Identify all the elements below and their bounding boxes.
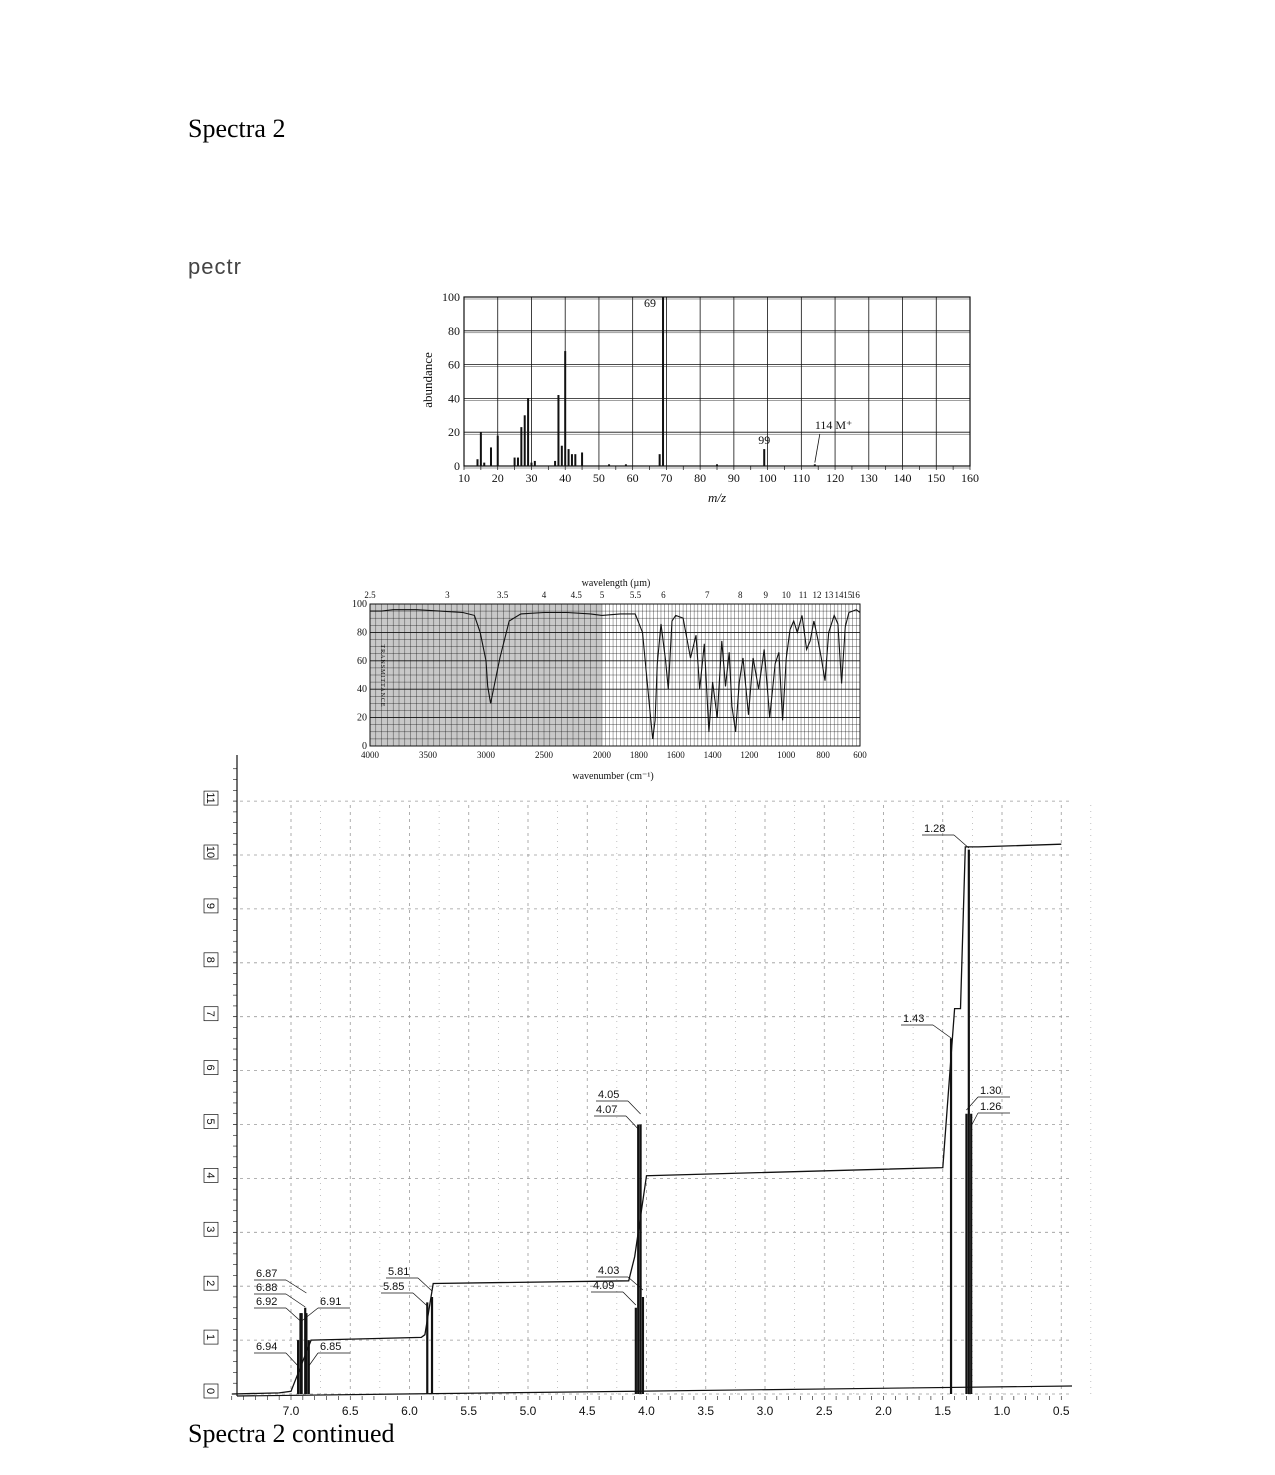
ms-x-tick-label: 20 — [491, 471, 504, 485]
ir-wavelength-tick-label: 8 — [737, 590, 743, 600]
ir-wavelength-tick-label: 7 — [705, 590, 710, 600]
ms-y-tick-label: 40 — [448, 391, 460, 406]
ms-x-tick-label: 100 — [758, 471, 777, 485]
nmr-x-tick-label: 5.0 — [519, 1404, 537, 1418]
ms-x-tick-label: 60 — [626, 471, 639, 485]
nmr-x-tick-label: 7.0 — [282, 1404, 300, 1418]
nmr-x-tick-label: 5.5 — [460, 1404, 478, 1418]
ir-y-tick-label: 40 — [357, 684, 367, 696]
nmr-peak-label: 4.05 — [598, 1089, 620, 1101]
nmr-peak-label: 1.28 — [924, 823, 946, 835]
ms-x-tick-label: 140 — [893, 471, 912, 485]
cropped-scan-text: pectr — [188, 254, 242, 279]
ir-wavenumber-tick-label: 3500 — [419, 750, 437, 760]
nmr-peak-label: 5.81 — [388, 1266, 410, 1278]
ms-x-tick-label: 160 — [961, 471, 979, 485]
nmr-y-tick-label: 11 — [204, 792, 216, 804]
nmr-y-tick-label: 0 — [204, 1387, 216, 1395]
nmr-peak-label: 6.87 — [256, 1268, 278, 1280]
nmr-y-tick-label: 4 — [204, 1172, 216, 1179]
nmr-peaks — [298, 850, 971, 1394]
nmr-y-tick-label: 8 — [204, 956, 216, 963]
ir-y-tick-label: 100 — [352, 599, 367, 610]
ms-y-tick-label: 100 — [442, 290, 460, 304]
ms-x-tick-label: 40 — [559, 471, 572, 485]
ms-x-tick-label: 90 — [727, 471, 740, 485]
ms-x-tick-label: 110 — [792, 471, 811, 485]
ms-x-tick-label: 50 — [592, 471, 605, 485]
ir-wavelength-tick-label: 5 — [599, 590, 605, 600]
ms-y-tick-label: 0 — [454, 459, 460, 473]
nmr-peak-label: 5.85 — [383, 1281, 405, 1293]
ms-annotation-99: 99 — [758, 433, 771, 448]
ir-top-axis-label: wavelength (µm) — [581, 578, 651, 589]
nmr-label-leader — [954, 835, 969, 848]
nmr-label-leader — [933, 1025, 951, 1038]
nmr-grid — [232, 755, 1091, 1400]
ms-x-axis-label: m/z — [707, 490, 727, 505]
nmr-x-tick-label: 4.0 — [638, 1404, 655, 1418]
nmr-label-leader — [286, 1308, 300, 1321]
nmr-label-leader — [309, 1353, 318, 1366]
ms-x-tick-label: 150 — [927, 471, 946, 485]
nmr-peak-labels — [254, 823, 1010, 1366]
page-footer: Spectra 2 continued — [188, 1419, 395, 1448]
ir-wavelength-tick-label: 4.5 — [570, 590, 582, 600]
ir-wavelength-tick-label: 10 — [781, 590, 791, 600]
nmr-peak-label: 6.94 — [256, 1341, 278, 1353]
ir-wavenumber-tick-label: 2000 — [593, 750, 611, 760]
ir-y-tick-label: 0 — [362, 741, 367, 752]
ir-wavelength-tick-label: 5.5 — [629, 590, 642, 600]
nmr-x-tick-label: 2.5 — [815, 1404, 833, 1418]
nmr-label-leader — [302, 1308, 318, 1321]
ir-wavenumber-tick-label: 1200 — [740, 750, 759, 760]
nmr-y-tick-label: 10 — [204, 845, 216, 859]
nmr-x-tick-label: 4.5 — [578, 1404, 596, 1418]
ir-y-tick-label: 80 — [357, 627, 367, 639]
page-title: Spectra 2 — [188, 114, 286, 143]
nmr-peak-label: 6.91 — [320, 1296, 342, 1308]
nmr-peak-label: 6.85 — [320, 1341, 342, 1353]
ir-wavenumber-tick-label: 2500 — [535, 750, 553, 760]
ir-wavenumber-tick-label: 1400 — [703, 750, 722, 760]
ms-x-tick-label: 130 — [859, 471, 878, 485]
ir-x-axis-label: wavenumber (cm⁻¹) — [572, 771, 654, 782]
ms-x-tick-label: 120 — [826, 471, 845, 485]
nmr-y-tick-label: 2 — [204, 1280, 216, 1287]
ir-wavelength-tick-label: 6 — [661, 590, 666, 600]
nmr-y-tick-label: 6 — [204, 1064, 216, 1071]
ir-wavenumber-tick-label: 3000 — [477, 750, 495, 760]
ir-wavelength-tick-label: 9 — [763, 590, 769, 600]
nmr-peak-label: 4.07 — [596, 1104, 618, 1116]
nmr-peak-label: 4.09 — [593, 1280, 615, 1292]
ir-y-axis-label: TRANSMITTANCE — [379, 644, 385, 708]
ms-x-tick-label: 70 — [660, 471, 673, 485]
nmr-peak-label: 1.30 — [980, 1085, 1002, 1097]
nmr-y-tick-label: 1 — [204, 1334, 216, 1341]
nmr-y-tick-label: 3 — [204, 1226, 216, 1233]
nmr-x-tick-label: 3.0 — [756, 1404, 774, 1418]
ir-wavenumber-tick-label: 1600 — [666, 750, 685, 760]
ir-wavelength-tick-label: 16 — [850, 590, 860, 600]
ir-wavelength-tick-label: 4 — [541, 590, 547, 600]
ir-y-tick-label: 20 — [357, 712, 367, 724]
ir-wavelength-tick-label: 2.5 — [364, 590, 376, 600]
ir-wavenumber-tick-label: 1000 — [777, 750, 796, 760]
nmr-label-leader — [413, 1293, 427, 1306]
ir-wavenumber-tick-label: 1800 — [629, 750, 648, 760]
nmr-ticks — [204, 791, 1070, 1418]
nmr-y-tick-label: 5 — [204, 1118, 216, 1125]
nmr-peak-label: 6.92 — [256, 1296, 278, 1308]
ms-y-tick-label: 80 — [448, 323, 460, 338]
nmr-peak-label: 1.26 — [980, 1101, 1002, 1113]
nmr-label-leader — [286, 1294, 305, 1307]
nmr-x-tick-label: 6.5 — [341, 1404, 359, 1418]
ms-y-axis-label: abundance — [420, 352, 435, 408]
ir-wavelength-tick-label: 15 — [843, 590, 853, 600]
nmr-x-tick-label: 0.5 — [1052, 1404, 1070, 1418]
nmr-baseline — [237, 1386, 1072, 1396]
nmr-label-leader — [623, 1292, 636, 1305]
nmr-peak-label: 6.88 — [256, 1282, 278, 1294]
nmr-x-tick-label: 1.0 — [993, 1404, 1011, 1418]
nmr-x-tick-label: 6.0 — [401, 1404, 418, 1418]
ms-y-tick-label: 60 — [448, 357, 460, 372]
ir-wavelength-tick-label: 13 — [824, 590, 834, 600]
nmr-x-tick-label: 1.5 — [934, 1404, 952, 1418]
ir-y-tick-label: 60 — [357, 655, 367, 667]
ms-x-tick-label: 10 — [458, 471, 470, 485]
nmr-label-leader — [418, 1278, 432, 1291]
nmr-peak-label: 4.03 — [598, 1265, 620, 1277]
ms-annotation-69: 69 — [644, 296, 657, 311]
nmr-label-leader — [628, 1101, 641, 1114]
nmr-x-tick-label: 2.0 — [875, 1404, 892, 1418]
ms-x-tick-label: 30 — [525, 471, 538, 485]
ir-wavenumber-tick-label: 800 — [816, 750, 830, 760]
ir-wavelength-tick-label: 3.5 — [496, 590, 509, 600]
ms-y-tick-label: 20 — [448, 425, 460, 440]
nmr-peak-label: 1.43 — [903, 1013, 925, 1025]
nmr-x-tick-label: 3.5 — [697, 1404, 715, 1418]
ir-wavelength-tick-label: 12 — [812, 590, 822, 600]
ir-wavenumber-tick-label: 600 — [853, 750, 867, 760]
ms-x-tick-label: 80 — [694, 471, 707, 485]
ms-annotation-molecular-ion: 114 M⁺ — [814, 417, 853, 432]
ir-wavelength-tick-label: 11 — [798, 590, 808, 600]
ir-wavenumber-tick-label: 4000 — [361, 750, 379, 760]
nmr-y-tick-label: 7 — [204, 1010, 216, 1017]
nmr-label-leader — [626, 1116, 638, 1129]
ir-wavelength-tick-label: 3 — [445, 590, 450, 600]
ir-wavelength-tick-label: 14 — [834, 590, 844, 600]
nmr-y-tick-label: 9 — [204, 902, 216, 909]
nmr-label-leader — [286, 1353, 298, 1366]
